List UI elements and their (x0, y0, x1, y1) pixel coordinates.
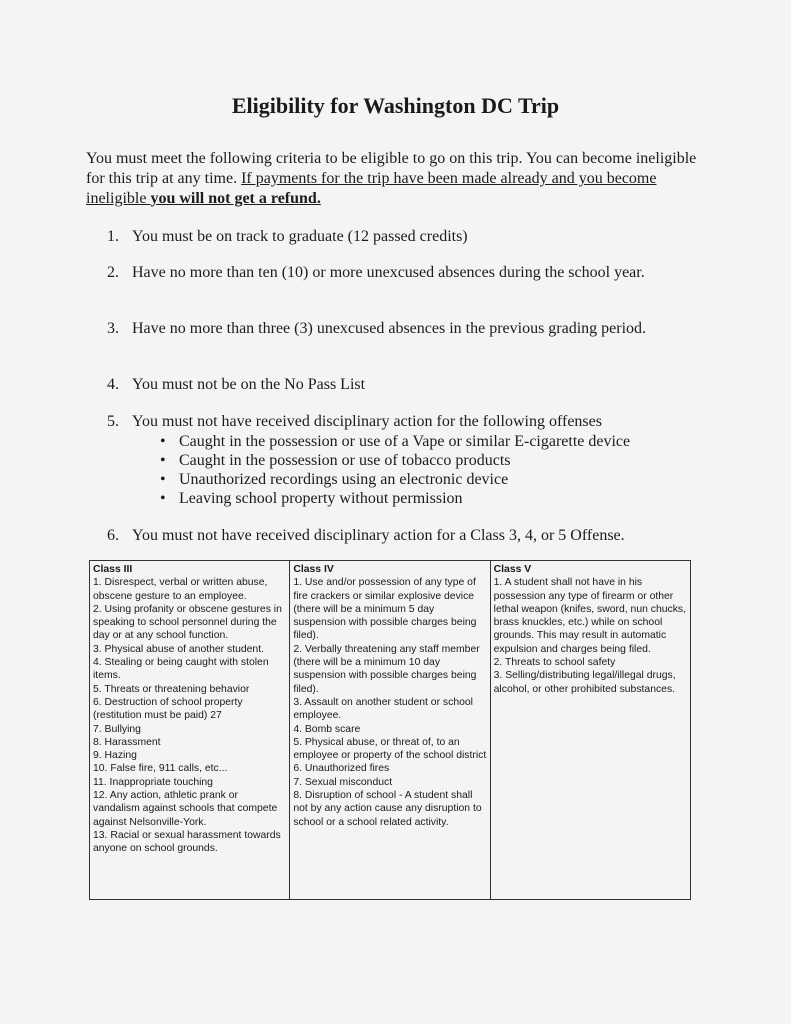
criterion-number: 6. (107, 527, 119, 544)
class-item: 1. Use and/or possession of any type of fire crackers or similar explosive device (there will be a minimum 5 day suspension with possible charges being filed). (293, 577, 477, 642)
offense-item (154, 470, 687, 489)
criterion-4 (107, 375, 687, 395)
intro-paragraph (86, 149, 702, 209)
intro-text: You must meet the following criteria to be eligible to go on this trip. You can become ineligible for this trip at any time. (86, 150, 697, 187)
criterion-2 (107, 263, 687, 283)
class-item: 2. Verbally threatening any staff member (there will be a minimum 10 day suspension with possible charges being filed). (293, 643, 480, 695)
class-v-cell (490, 561, 690, 900)
intro-underlined-text: If payments for the trip have been made already and you become ineligible (86, 170, 657, 207)
criterion-number: 1. (107, 228, 119, 245)
class-item: 1. Disrespect, verbal or written abuse, obscene gesture to an employee. (93, 577, 268, 602)
criterion-number: 2. (107, 264, 119, 281)
criterion-3 (107, 319, 687, 339)
table-row (90, 561, 691, 900)
criterion-text: You must not have received disciplinary action for the following offenses (132, 413, 602, 430)
class-heading: Class III (93, 564, 133, 575)
offense-item (154, 432, 687, 451)
offense-list (154, 432, 687, 508)
intro-refund-warning: you will not get a refund. (150, 190, 321, 207)
class-item: 3. Assault on another student or school employee. (293, 696, 473, 722)
class-item: 10. False fire, 911 calls, etc... (93, 763, 228, 775)
class-item: 6. Destruction of school property (restitution must be paid) 27 (93, 696, 243, 722)
offense-text: Caught in the possession or use of a Vape or similar E-cigarette device (179, 433, 631, 450)
class-item: 6. Unauthorized fires (293, 763, 390, 775)
offense-text: Unauthorized recordings using an electronic device (179, 471, 509, 488)
criterion-text: You must not be on the No Pass List (132, 376, 366, 393)
criterion-number: 4. (107, 376, 119, 393)
offense-item (154, 489, 687, 508)
class-item: 7. Sexual misconduct (293, 776, 393, 788)
bullet-icon: • (160, 452, 166, 469)
criterion-6 (107, 526, 687, 546)
page-title: Eligibility for Washington DC Trip (231, 93, 560, 118)
class-item: 2. Using profanity or obscene gestures in speaking to school personnel during the day or at any school function. (93, 603, 282, 642)
criterion-5 (107, 412, 687, 508)
criterion-number: 5. (107, 413, 119, 430)
offense-text: Leaving school property without permission (179, 490, 463, 507)
class-item: 3. Physical abuse of another student. (93, 643, 264, 655)
class-item: 11. Inappropriate touching (93, 776, 213, 788)
class-heading: Class IV (293, 564, 334, 575)
criterion-text: Have no more than three (3) unexcused absences in the previous grading period. (132, 320, 647, 337)
class-item: 4. Stealing or being caught with stolen items. (93, 657, 269, 682)
bullet-icon: • (160, 471, 166, 488)
class-item: 12. Any action, athletic prank or vandalism against schools that compete against Nelsonville-York. (93, 790, 278, 828)
class-item: 4. Bomb scare (293, 723, 361, 735)
offense-class-table (89, 560, 691, 900)
criterion-text: You must not have received disciplinary action for a Class 3, 4, or 5 Offense. (132, 527, 625, 544)
class-heading: Class V (493, 564, 532, 575)
class-item: 5. Physical abuse, or threat of, to an employee or property of the school district (293, 736, 487, 762)
class-item: 7. Bullying (93, 723, 141, 735)
class-item: 8. Harassment (93, 736, 161, 748)
class-item: 1. A student shall not have in his possession any type of firearm or other lethal weapon (knifes, sword, nun chucks, brass knuckles, etc.) while on school grounds. This may result in automatic expulsion and charges being filed. (493, 577, 686, 655)
offense-item (154, 451, 687, 470)
class-iv-cell (290, 561, 490, 900)
class-item: 9. Hazing (93, 750, 137, 762)
criterion-1 (107, 227, 687, 247)
class-item: 8. Disruption of school - A student shall not by any action cause any disruption to school or a school related activity. (293, 790, 482, 828)
criterion-number: 3. (107, 320, 119, 337)
class-item: 13. Racial or sexual harassment towards anyone on school grounds. (93, 829, 281, 855)
bullet-icon: • (160, 433, 166, 450)
criterion-text: You must be on track to graduate (12 passed credits) (132, 228, 468, 245)
bullet-icon: • (160, 490, 166, 507)
class-item: 2. Threats to school safety (493, 657, 616, 669)
offense-text: Caught in the possession or use of tobacco products (179, 452, 511, 469)
class-iii-cell (90, 561, 290, 900)
class-item: 3. Selling/distributing legal/illegal drugs, alcohol, or other prohibited substances. (493, 670, 676, 695)
criterion-text: Have no more than ten (10) or more unexcused absences during the school year. (132, 264, 645, 281)
class-item: 5. Threats or threatening behavior (93, 683, 250, 695)
